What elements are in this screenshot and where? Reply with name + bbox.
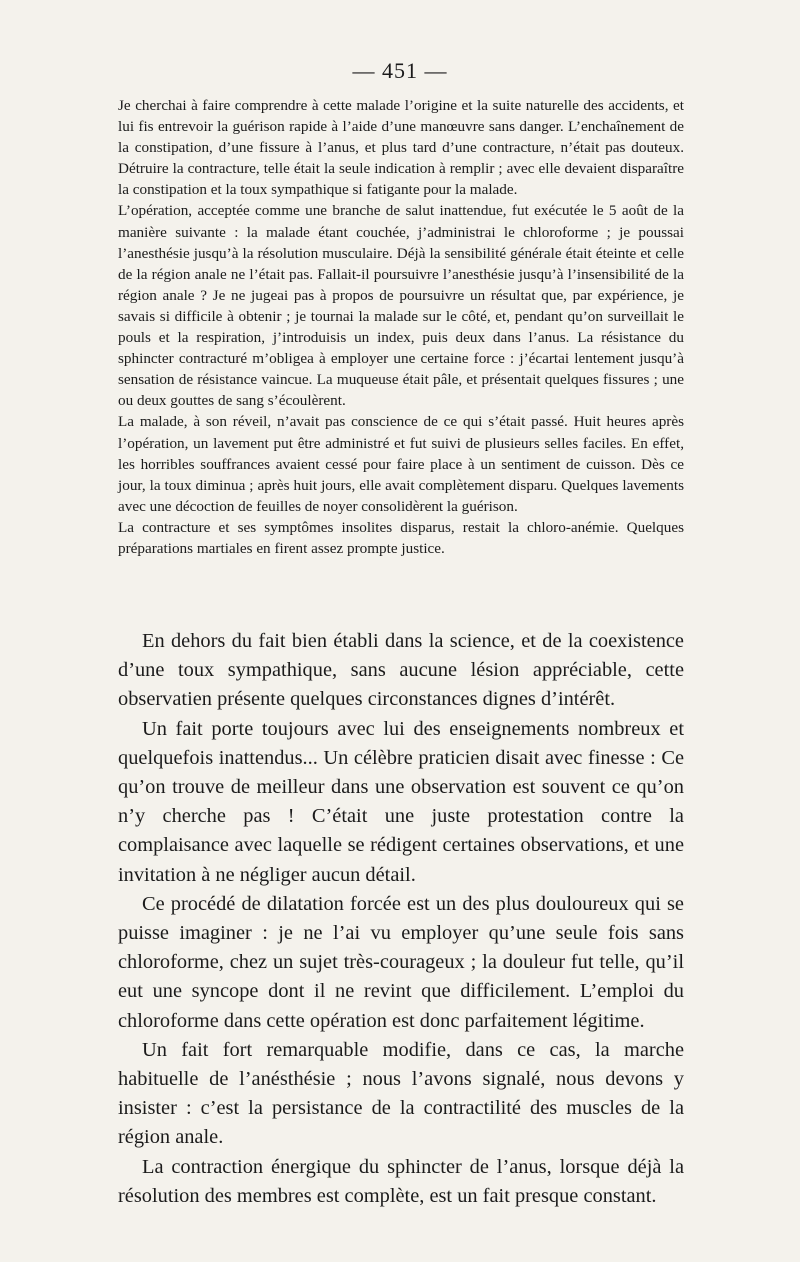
case-report-text	[118, 95, 684, 559]
paragraph: Un fait porte toujours avec lui des enseignements nombreux et quelquefois inattendus... Un célèbre praticien disait avec finesse : Ce qu’on trouve de meilleur dans une observation est souvent ce qu’on n’y cherche pas ! C’était une juste protestation contre la complaisance avec laquelle se rédigent certaines observations, et une invitation à ne négliger aucun détail.	[118, 717, 684, 886]
discussion-text	[118, 627, 684, 1211]
paragraph: En dehors du fait bien établi dans la science, et de la coexistence d’une toux sympathique, sans aucune lésion appréciable, cette observatien présente quelques circonstances dignes d’intérêt.	[118, 630, 684, 711]
paragraph: Ce procédé de dilatation forcée est un des plus douloureux qui se puisse imaginer : je ne l’ai vu employer qu’une seule fois sans chloroforme, chez un sujet très-courageux ; la douleur fut telle, qu’il eut une syncope dont il ne revint que difficilement. L’emploi du chloroforme dans cette opération est donc parfaitement légitime.	[118, 892, 684, 1032]
paragraph: La contraction énergique du sphincter de l’anus, lorsque déjà la résolution des membres est complète, est un fait presque constant.	[118, 1155, 684, 1207]
paragraph: Je cherchai à faire comprendre à cette malade l’origine et la suite naturelle des accidents, et lui fis entrevoir la guérison rapide à l’aide d’une manœuvre sans danger. L’enchaînement de la constipation, d’une fissure à l’anus, et plus tard d’une contracture, n’était pas douteux. Détruire la contracture, telle était la seule indication à remplir ; avec elle devaient disparaître la constipation et la toux sympathique si fatigante pour la malade.	[118, 97, 684, 199]
paragraph: Un fait fort remarquable modifie, dans ce cas, la marche habituelle de l’anésthésie ; nous l’avons signalé, nous devons y insister : c’est la persistance de la contractilité des muscles de la région anale.	[118, 1038, 684, 1149]
paragraph: L’opération, acceptée comme une branche de salut inattendue, fut exécutée le 5 août de la manière suivante : la malade étant couchée, j’administrai le chloroforme ; je poussai l’anesthésie jusqu’à la résolution musculaire. Déjà la sensibilité générale était éteinte et celle de la région anale ne l’était pas. Fallait-il poursuivre l’anesthésie jusqu’à l’insensibilité de la région anale ? Je ne jugeai pas à propos de poursuivre un résultat que, par expérience, je savais si difficile à obtenir ; je tournai la malade sur le côté, et, pendant qu’on surveillait le pouls et la respiration, j’introduisis un index, puis deux dans l’anus. La résistance du sphincter contracturé m’obligea à employer une certaine force : j’écartai lentement jusqu’à sensation de résistance vaincue. La muqueuse était pâle, et présentait quelques fissures ; une ou deux gouttes de sang s’écoulèrent.	[118, 202, 684, 410]
page-number: — 451 —	[352, 58, 448, 83]
paragraph: La malade, à son réveil, n’avait pas conscience de ce qui s’était passé. Huit heures après l’opération, un lavement put être administré et fut suivi de plusieurs selles faciles. En effet, les horribles souffrances avaient cessé pour faire place à un sentiment de cuisson. Dès ce jour, la toux diminua ; après huit jours, elle avait complètement disparu. Quelques lavements avec une décoction de feuilles de noyer consolidèrent la guérison.	[118, 413, 684, 515]
paragraph: La contracture et ses symptômes insolites disparus, restait la chloro-anémie. Quelques préparations martiales en firent assez prompte justice.	[118, 518, 684, 557]
